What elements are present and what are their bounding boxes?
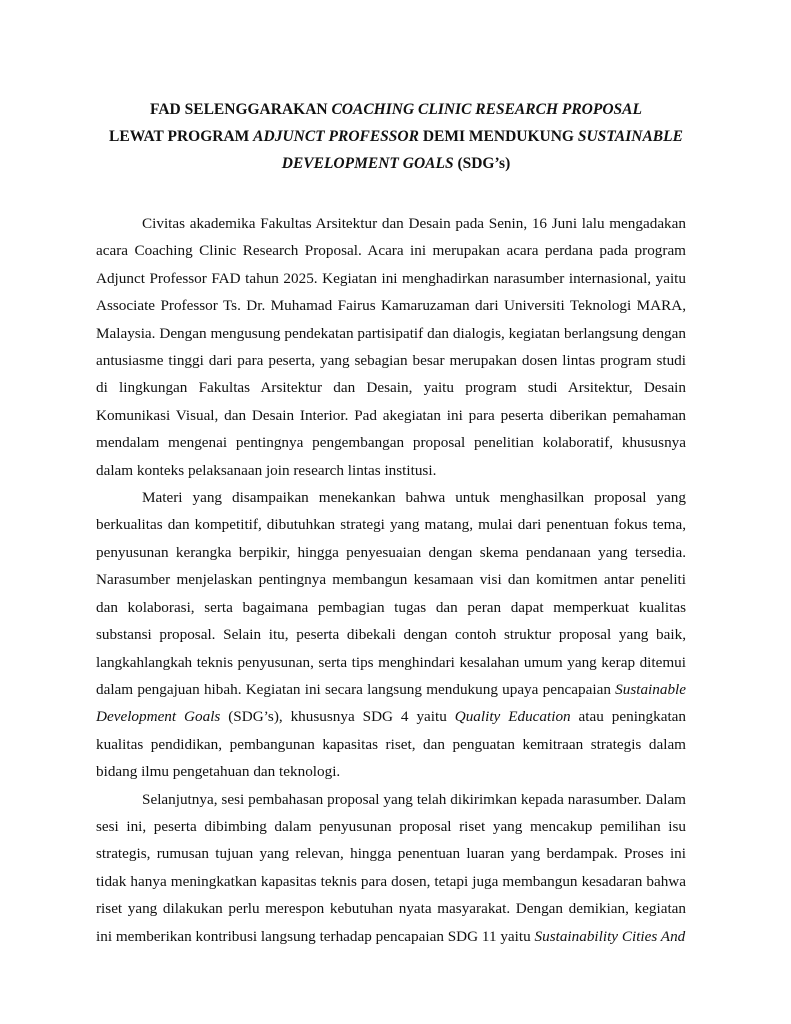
title-text: LEWAT PROGRAM [109, 128, 254, 145]
paragraph-1: Civitas akademika Fakultas Arsitektur dan Desain pada Senin, 16 Juni lalu mengadakan acara Coaching Clinic Research Proposal. Acara ini merupakan acara perdana pada program Adjunct Professor FAD tahun 2025. Kegiatan ini menghadirkan narasumber internasional, yaitu Associate Professor Ts. Dr. Muhamad Fairus Kamaruzaman dari Universiti Teknologi MARA, Malaysia. Dengan mengusung pendekatan partisipatif dan dialogis, kegiatan berlangsung dengan antusiasme tinggi dari para peserta, yang sebagian besar merupakan dosen lintas program studi di lingkungan Fakultas Arsitektur dan Desain, yaitu program studi Arsitektur, Desain Komunikasi Visual, dan Desain Interior. Pad akegiatan ini para peserta diberikan pemahaman mendalam mengenai pentingnya pengembangan proposal penelitian kolaboratif, khususnya dalam konteks pelaksanaan join research lintas institusi. [96, 215, 686, 479]
title-text: FAD SELENGGARAKAN [150, 101, 332, 118]
paragraph-emphasis: Sustainable Development Goals [96, 680, 686, 726]
article-body [96, 210, 686, 950]
title-text: DEMI MENDUKUNG [418, 128, 578, 145]
paragraph-2 [96, 484, 686, 785]
paragraph-emphasis: Quality Education [454, 708, 571, 726]
title-emphasis: SUSTAINABLE [577, 128, 683, 145]
paragraph-text: (SDG’s), khususnya SDG 4 yaitu [220, 708, 455, 726]
paragraph-text: atau peningkatan kualitas pendidikan, pembangunan kapasitas riset, dan penguatan kemitraan strategis dalam bidang ilmu pengetahuan dan teknologi. [96, 708, 686, 781]
title-line-3 [96, 150, 696, 177]
title-text: (SDG’s) [453, 155, 511, 172]
paragraph-emphasis: Sustainability Cities And [534, 927, 686, 945]
page-title [96, 96, 696, 177]
paragraph-text: Selanjutnya, sesi pembahasan proposal yang telah dikirimkan kepada narasumber. Dalam sesi ini, peserta dibimbing dalam penyusunan proposal riset yang mencakup pemilihan isu strategis, rumusan tujuan yang relevan, hingga penentuan luaran yang berdampak. Proses ini tidak hanya meningkatkan kapasitas teknis para dosen, tetapi juga membangun kesadaran bahwa riset yang dilakukan perlu merespon kebutuhan nyata masyarakat. Dengan demikian, kegiatan ini memberikan kontribusi langsung terhadap pencapaian SDG 11 yaitu [96, 790, 686, 945]
title-emphasis: COACHING CLINIC RESEARCH PROPOSAL [331, 101, 642, 118]
paragraph-text: Materi yang disampaikan menekankan bahwa untuk menghasilkan proposal yang berkualitas dan kompetitif, dibutuhkan strategi yang matang, mulai dari penentuan fokus tema, penyusunan kerangka berpikir, hingga penyesuaian dengan skema pendanaan yang tersedia. Narasumber menjelaskan pentingnya membangun kesamaan visi dan komitmen antar peneliti dan kolaborasi, serta bagaimana pembagian tugas dan peran dapat memperkuat kualitas substansi proposal. Selain itu, peserta dibekali dengan contoh struktur proposal yang baik, langkahlangkah teknis penyusunan, serta tips menghindari kesalahan umum yang kerap ditemui dalam pengajuan hibah. Kegiatan ini secara langsung mendukung upaya pencapaian [96, 489, 686, 698]
title-emphasis: ADJUNCT PROFESSOR [253, 128, 419, 145]
title-line-1 [96, 96, 696, 123]
title-emphasis: DEVELOPMENT GOALS [281, 155, 454, 172]
paragraph-3 [96, 786, 686, 950]
title-line-2 [96, 123, 696, 150]
